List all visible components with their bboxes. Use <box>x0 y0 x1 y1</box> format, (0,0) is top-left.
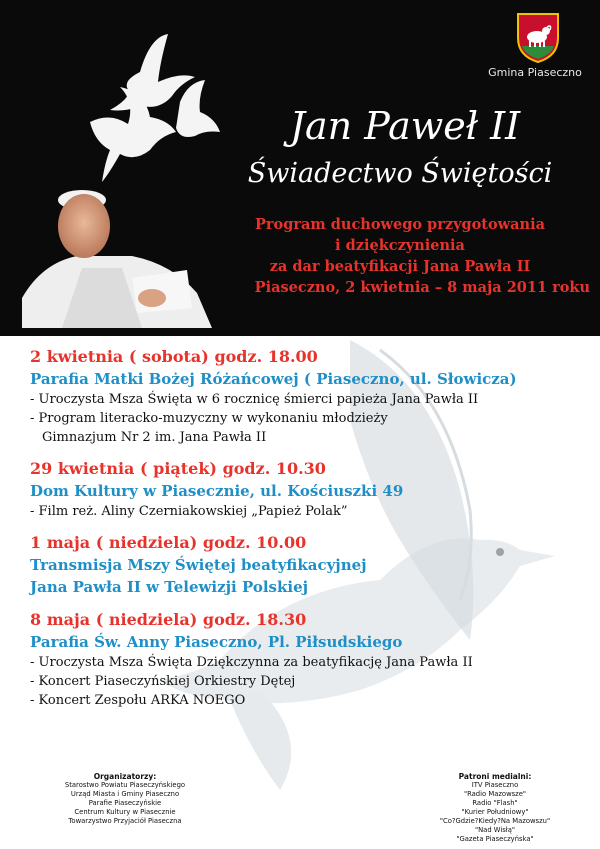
event-place: Parafia Św. Anny Piaseczno, Pl. Piłsudskiego <box>30 633 403 651</box>
event-item: - Film reż. Aliny Czerniakowskiej „Papież Polak” <box>30 504 348 519</box>
organizers <box>50 772 200 826</box>
coat-of-arms-icon <box>516 12 560 64</box>
event-item: - Uroczysta Msza Święta w 6 rocznicę śmierci papieża Jana Pawła II <box>30 392 479 407</box>
event-3 <box>30 532 590 598</box>
event-item: Gimnazjum Nr 2 im. Jana Pawła II <box>42 430 267 445</box>
event-item: - Program literacko-muzyczny w wykonaniu młodzieży <box>30 411 388 426</box>
program-line: i dziękczynienia <box>335 237 465 254</box>
patron-line: "Nad Wisłą" <box>474 826 516 834</box>
patron-line: "Co?Gdzie?Kiedy?Na Mazowszu" <box>439 817 551 825</box>
patrons-heading: Patroni medialni: <box>458 772 532 781</box>
main-title: Jan Paweł II <box>289 104 521 148</box>
header-banner <box>0 0 600 336</box>
program-line: Piaseczno, 2 kwietnia – 8 maja 2011 roku <box>254 279 590 296</box>
doves-illustration <box>80 32 230 192</box>
patron-line: "Radio Mazowsze" <box>463 790 527 798</box>
event-4 <box>30 609 590 710</box>
organizers-heading: Organizatorzy: <box>93 772 157 781</box>
event-item: - Koncert Piaseczyńskiej Orkiestry Dętej <box>30 674 296 689</box>
media-patrons <box>420 772 570 844</box>
organizer-line: Towarzystwo Przyjaciół Piaseczna <box>68 817 182 825</box>
event-date: 29 kwietnia ( piątek) godz. 10.30 <box>30 459 326 478</box>
event-1 <box>30 346 590 447</box>
pope-portrait <box>22 178 212 328</box>
subtitle: Świadectwo Świętości <box>247 158 553 189</box>
patron-line: ITV Piaseczno <box>471 781 519 789</box>
program-heading <box>210 214 590 298</box>
program-line: Program duchowego przygotowania <box>254 216 545 233</box>
event-place: Transmisja Mszy Świętej beatyfikacyjnej <box>30 556 367 574</box>
patron-line: Radio "Flash" <box>472 799 518 807</box>
event-item: - Uroczysta Msza Święta Dziękczynna za beatyfikację Jana Pawła II <box>30 655 473 670</box>
event-place: Jana Pawła II w Telewizji Polskiej <box>30 578 309 596</box>
event-date: 2 kwietnia ( sobota) godz. 18.00 <box>30 347 318 366</box>
program-line: za dar beatyfikacji Jana Pawła II <box>269 258 531 275</box>
event-place: Parafia Matki Bożej Różańcowej ( Piaseczno, ul. Słowicza) <box>30 370 517 388</box>
municipality-label: Gmina Piaseczno <box>488 66 582 79</box>
organizer-line: Centrum Kultury w Piasecznie <box>74 808 176 816</box>
organizer-line: Parafie Piaseczyńskie <box>88 799 162 807</box>
organizer-line: Urząd Miasta i Gminy Piaseczno <box>70 790 180 798</box>
organizer-line: Starostwo Powiatu Piaseczyńskiego <box>64 781 186 789</box>
event-2 <box>30 458 590 521</box>
event-item: - Koncert Zespołu ARKA NOEGO <box>30 693 246 708</box>
event-date: 1 maja ( niedziela) godz. 10.00 <box>30 533 307 552</box>
event-place: Dom Kultury w Piasecznie, ul. Kościuszki 49 <box>30 482 404 500</box>
patron-line: "Kurier Południowy" <box>461 808 529 816</box>
events-list <box>30 346 590 721</box>
patron-line: "Gazeta Piaseczyńska" <box>456 835 534 843</box>
event-date: 8 maja ( niedziela) godz. 18.30 <box>30 610 307 629</box>
